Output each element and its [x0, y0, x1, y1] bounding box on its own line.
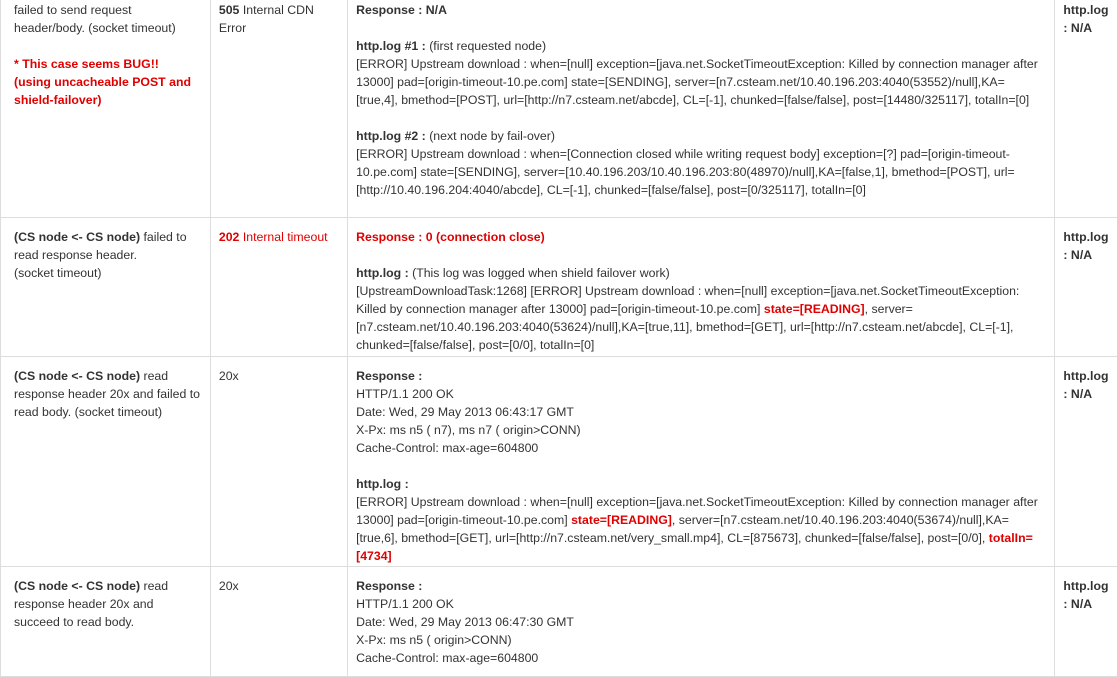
response-line: Date: Wed, 29 May 2013 06:47:30 GMT [356, 615, 574, 629]
details-cell [348, 218, 1055, 357]
case-description: failed to read response header. [14, 230, 187, 262]
response-line: Date: Wed, 29 May 2013 06:43:17 GMT [356, 405, 574, 419]
case-description: read response header 20x and failed to read body. (socket timeout) [14, 369, 200, 419]
status-cell [210, 218, 347, 357]
http-log-cell [1055, 218, 1117, 357]
status-code: 20x [219, 579, 239, 593]
http-log-cell [1055, 357, 1117, 567]
log-label: http.log : [356, 477, 409, 491]
log-text: [UpstreamDownloadTask:1268] [ERROR] Upstream download : when=[null] exception=[java.net.SocketTimeoutException: Killed by connection manager after 13000] pad=[origin-timeout-10.pe.com] [356, 284, 1019, 316]
status-text: Internal CDN Error [219, 3, 314, 35]
status-code: 505 [219, 3, 240, 17]
status-code: 20x [219, 369, 239, 383]
case-description-cell [1, 218, 211, 357]
case-description-cell [1, 0, 211, 218]
case-node-label: (CS node <- CS node) [14, 579, 140, 593]
log-text: [ERROR] Upstream download : when=[null] exception=[java.net.SocketTimeoutException: Killed by connection manager after 13000] pad=[origin-timeout-10.pe.com] [356, 495, 1038, 527]
response-line: HTTP/1.1 200 OK [356, 597, 454, 611]
http-log-status: http.log : N/A [1063, 369, 1108, 401]
case-description-cell [1, 567, 211, 677]
response-label: Response : 0 (connection close) [356, 230, 545, 244]
log-label: http.log #1 : [356, 39, 426, 53]
response-label: Response : N/A [356, 3, 447, 17]
details-cell [348, 567, 1055, 677]
log-text: , server=[n7.csteam.net/10.40.196.203:4040(53624)/null],KA=[true,11], bmethod=[GET], url=[http://n7.csteam.net/abcde], CL=[-1], chunked=[false/false], post=[0/0], totalIn=[0] [356, 302, 1013, 352]
log-note: (first requested node) [429, 39, 546, 53]
status-text: Internal timeout [243, 230, 328, 244]
response-line: X-Px: ms n5 ( n7), ms n7 ( origin>CONN) [356, 423, 580, 437]
case-description-note: (socket timeout) [14, 266, 101, 280]
log-text: [ERROR] Upstream download : when=[Connection closed while writing request body] exception=[?] pad=[origin-timeout-10.pe.com] state=[SENDING], server=[10.40.196.203/10.40.196.203:80(48970)/null],KA=[false,1], bmethod=[POST], url=[http://10.40.196.204:4040/abcde], CL=[-1], chunked=[false/false], post=[0/325117], totalIn=[0] [356, 147, 1015, 197]
bug-note: * This case seems BUG!! (using uncacheable POST and shield-failover) [14, 55, 202, 109]
log-label: http.log #2 : [356, 129, 426, 143]
log-highlight: state=[READING] [571, 513, 672, 527]
details-cell [348, 0, 1055, 218]
response-line: Cache-Control: max-age=604800 [356, 441, 538, 455]
status-code: 202 [219, 230, 240, 244]
response-line: X-Px: ms n5 ( origin>CONN) [356, 633, 511, 647]
log-highlight: state=[READING] [764, 302, 865, 316]
status-cell [210, 0, 347, 218]
table-row [1, 567, 1117, 677]
table-row [1, 357, 1117, 567]
response-line: Cache-Control: max-age=604800 [356, 651, 538, 665]
http-log-cell [1055, 0, 1117, 218]
log-note: (This log was logged when shield failover work) [412, 266, 670, 280]
status-cell [210, 357, 347, 567]
log-text: [ERROR] Upstream download : when=[null] exception=[java.net.SocketTimeoutException: Killed by connection manager after 13000] pad=[origin-timeout-10.pe.com] state=[SENDING], server=[n7.csteam.net/10.40.196.203:4040(53552)/null],KA=[true,4], bmethod=[POST], url=[http://n7.csteam.net/abcde], CL=[-1], chunked=[false/false], post=[14480/325117], totalIn=[0] [356, 57, 1038, 107]
case-node-label: (CS node <- CS node) [14, 230, 140, 244]
table-row [1, 0, 1117, 218]
log-label: http.log : [356, 266, 409, 280]
http-log-cell [1055, 567, 1117, 677]
log-highlight: totalIn=[4734] [356, 531, 1033, 563]
details-cell [348, 357, 1055, 567]
log-text: , server=[n7.csteam.net/10.40.196.203:4040(53674)/null],KA=[true,6], bmethod=[GET], url=[http://n7.csteam.net/very_small.mp4], CL=[875673], chunked=[false/false], post=[0/0], [356, 513, 1009, 545]
case-description: failed to send request header/body. (socket timeout) [14, 1, 202, 37]
http-log-status: http.log : N/A [1063, 579, 1108, 611]
status-cell [210, 567, 347, 677]
http-log-status: http.log : N/A [1063, 230, 1108, 262]
case-node-label: (CS node <- CS node) [14, 369, 140, 383]
case-description: read response header 20x and succeed to read body. [14, 579, 168, 629]
log-note: (next node by fail-over) [429, 129, 555, 143]
case-description-cell [1, 357, 211, 567]
http-log-status: http.log : N/A [1063, 3, 1108, 35]
response-label: Response : [356, 369, 422, 383]
table-row [1, 218, 1117, 357]
response-line: HTTP/1.1 200 OK [356, 387, 454, 401]
response-label: Response : [356, 579, 422, 593]
